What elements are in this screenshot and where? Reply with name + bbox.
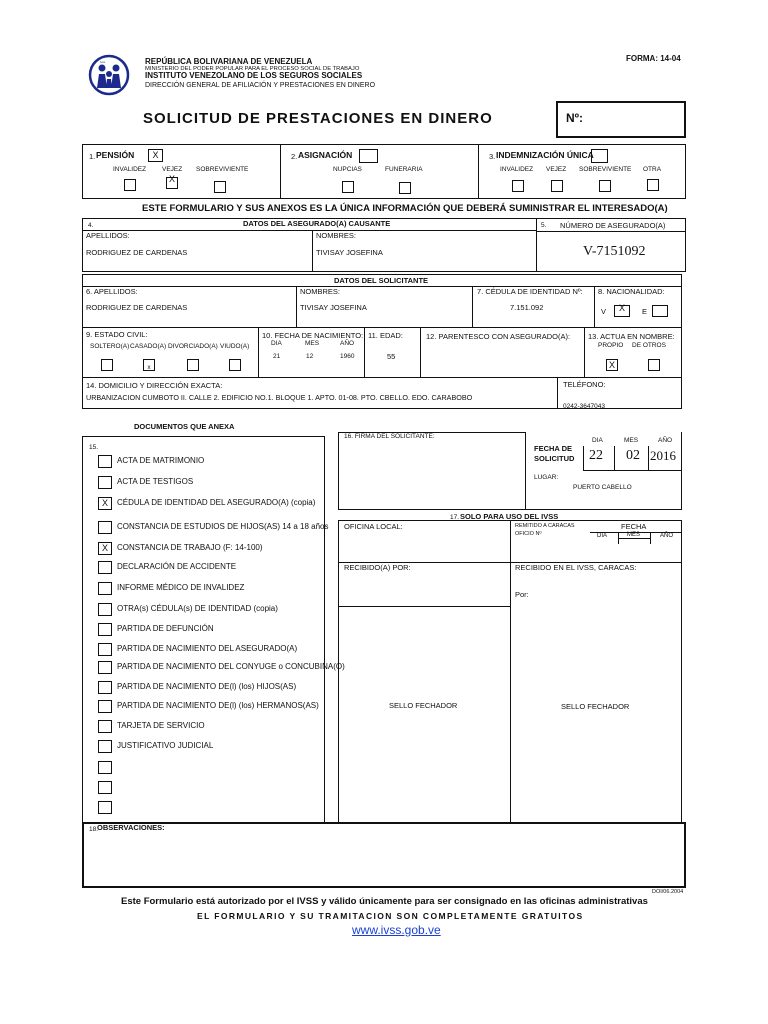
- institute-name: INSTITUTO VENEZOLANO DE LOS SEGUROS SOCIALES: [145, 71, 363, 80]
- applicant-id: 7.151.092: [510, 303, 544, 312]
- pension-checkbox[interactable]: X: [148, 149, 163, 162]
- birth-day-label: DIA: [271, 340, 282, 347]
- document-checkbox[interactable]: [98, 603, 112, 616]
- birth-month-label: MES: [305, 340, 320, 347]
- document-label: JUSTIFICATIVO JUDICIAL: [117, 741, 214, 750]
- ivss-date-label: FECHA: [621, 522, 647, 531]
- applicant-id-label: 7. CÉDULA DE IDENTIDAD Nº:: [477, 287, 583, 296]
- acts-own-label: PROPIO: [598, 342, 624, 349]
- request-month-label: MES: [624, 437, 639, 444]
- indemnizacion-sobreviviente-checkbox[interactable]: [599, 180, 611, 192]
- nationality-label: 8. NACIONALIDAD:: [598, 287, 665, 296]
- indemnizacion-vejez-checkbox[interactable]: [551, 180, 563, 192]
- direction-name: DIRECCIÓN GENERAL DE AFILIACIÓN Y PRESTACIONES EN DINERO: [145, 82, 376, 89]
- phone-label: TELÉFONO:: [563, 380, 606, 389]
- insured-number-label-num: 5.: [541, 222, 547, 229]
- indemnizacion-option-otra: OTRA: [643, 166, 662, 173]
- document-checkbox[interactable]: [98, 720, 112, 733]
- document-label: PARTIDA DE NACIMIENTO DE(l) (los) HIJOS(AS): [117, 682, 297, 691]
- civil-soltero-checkbox[interactable]: [101, 359, 113, 371]
- document-label: PARTIDA DE NACIMIENTO DEL ASEGURADO(A): [117, 644, 298, 653]
- form-code: FORMA: 14-04: [626, 54, 681, 63]
- pension-invalidez-checkbox[interactable]: [124, 179, 136, 191]
- address-label: 14. DOMICILIO Y DIRECCIÓN EXACTA:: [86, 381, 223, 390]
- request-date-label: FECHA DE SOLICITUD: [534, 444, 575, 463]
- acts-label: 13. ACTUA EN NOMBRE:: [588, 332, 675, 341]
- asignacion-checkbox[interactable]: [359, 149, 378, 163]
- acts-own-checkbox[interactable]: X: [606, 359, 618, 371]
- document-checkbox[interactable]: [98, 582, 112, 595]
- civil-status-label: 9. ESTADO CIVIL:: [86, 330, 148, 339]
- civil-divorciado-checkbox[interactable]: [187, 359, 199, 371]
- observations-box[interactable]: [82, 822, 686, 888]
- insured-num: 4.: [88, 222, 94, 229]
- asignacion-funeraria-checkbox[interactable]: [399, 182, 411, 194]
- insured-surname-label: APELLIDOS:: [86, 231, 130, 240]
- document-checkbox[interactable]: X: [98, 497, 112, 510]
- place-label: LUGAR:: [534, 474, 559, 481]
- acts-other-checkbox[interactable]: [648, 359, 660, 371]
- indemnizacion-label: INDEMNIZACIÓN ÚNICA: [496, 150, 594, 160]
- asignacion-nupcias-checkbox[interactable]: [342, 181, 354, 193]
- address-value: URBANIZACION CUMBOTO II. CALLE 2. EDIFICIO NO.1. BLOQUE 1. APTO. 01-08. PTO. CBELLO. EDO. CARABOBO: [86, 393, 473, 402]
- logo-text: ivss: [100, 60, 106, 64]
- birth-month: 12: [306, 353, 314, 360]
- document-label: OTRA(s) CÉDULA(s) DE IDENTIDAD (copia): [117, 604, 278, 613]
- request-year-label: AÑO: [658, 437, 673, 444]
- footer-url-link[interactable]: www.ivss.gob.ve: [352, 923, 441, 937]
- document-label: PARTIDA DE NACIMIENTO DEL CONYUGE o CONCUBINA(O): [117, 662, 345, 671]
- document-label: ACTA DE MATRIMONIO: [117, 456, 205, 465]
- ivss-day-label: DIA: [597, 533, 608, 539]
- ivss-month-label: MES: [627, 532, 641, 538]
- document-label: DECLARACIÓN DE ACCIDENTE: [117, 562, 237, 571]
- indemnizacion-invalidez-checkbox[interactable]: [512, 180, 524, 192]
- document-label: PARTIDA DE NACIMIENTO DE(l) (los) HERMANOS(AS): [117, 701, 319, 710]
- insured-title: DATOS DEL ASEGURADO(A) CAUSANTE: [243, 219, 391, 228]
- country-name: REPÚBLICA BOLIVARIANA DE VENEZUELA: [145, 57, 313, 66]
- insured-number-label: NÚMERO DE ASEGURADO(A): [560, 221, 666, 230]
- insured-name: TIVISAY JOSEFINA: [316, 248, 383, 257]
- applicant-name: TIVISAY JOSEFINA: [300, 303, 367, 312]
- document-label: TARJETA DE SERVICIO: [117, 721, 205, 730]
- civil-casado-checkbox[interactable]: x: [143, 359, 155, 371]
- document-checkbox[interactable]: [98, 700, 112, 713]
- request-day: 22: [589, 448, 603, 463]
- document-label: CÉDULA DE IDENTIDAD DEL ASEGURADO(A) (copia): [117, 498, 316, 507]
- ministry-name: MINISTERIO DEL PODER POPULAR PARA EL PROCESO SOCIAL DE TRABAJO: [145, 66, 360, 72]
- document-label: PARTIDA DE DEFUNCIÓN: [117, 624, 214, 633]
- insured-number-value: V-7151092: [583, 244, 646, 259]
- form-number-label: Nº:: [566, 111, 584, 125]
- relation-label: 12. PARENTESCO CON ASEGURADO(A):: [426, 332, 571, 341]
- indemnizacion-option-vejez: VEJEZ: [546, 166, 567, 173]
- document-label: ACTA DE TESTIGOS: [117, 477, 194, 486]
- insured-surname: RODRIGUEZ DE CARDENAS: [86, 248, 188, 257]
- ivss-sent-label: REMITIDO A CARACAS OFICIO Nº: [515, 523, 575, 537]
- birth-date-label: 10. FECHA DE NACIMIENTO:: [262, 331, 364, 340]
- ivss-received-by-label: RECIBIDO(A) POR:: [344, 563, 411, 572]
- notice-text: ESTE FORMULARIO Y SUS ANEXOS ES LA ÚNICA INFORMACIÓN QUE DEBERÁ SUMINISTRAR EL INTERESADO(A): [142, 203, 668, 214]
- pension-label: PENSIÓN: [96, 150, 135, 160]
- footer-line2: EL FORMULARIO Y SU TRAMITACION SON COMPLETAMENTE GRATUITOS: [197, 911, 584, 921]
- form-title: SOLICITUD DE PRESTACIONES EN DINERO: [143, 110, 493, 127]
- indemnizacion-checkbox[interactable]: [591, 149, 608, 163]
- phone-value: 0242-3647043: [563, 403, 605, 410]
- document-label: CONSTANCIA DE ESTUDIOS DE HIJOS(AS) 14 a 18 años: [117, 522, 329, 531]
- observations-label: OBSERVACIONES:: [97, 823, 165, 832]
- ivss-use-title: SOLO PARA USO DEL IVSS: [460, 512, 559, 521]
- document-checkbox[interactable]: [98, 681, 112, 694]
- request-month: 02: [626, 448, 640, 463]
- document-checkbox[interactable]: [98, 661, 112, 674]
- document-checkbox[interactable]: [98, 521, 112, 534]
- birth-day: 21: [273, 353, 281, 360]
- asignacion-num: 2.: [291, 152, 298, 161]
- document-checkbox[interactable]: [98, 781, 112, 794]
- ivss-stamp-left: SELLO FECHADOR: [389, 701, 458, 710]
- applicant-surname-label: 6. APELLIDOS:: [86, 287, 138, 296]
- asignacion-label: ASIGNACIÓN: [298, 150, 353, 160]
- ivss-year-label: AÑO: [660, 533, 674, 539]
- request-day-label: DIA: [592, 437, 603, 444]
- nationality-e-checkbox[interactable]: [652, 305, 668, 317]
- document-checkbox[interactable]: X: [98, 542, 112, 555]
- pension-option-vejez: VEJEZ: [162, 166, 183, 173]
- indemnizacion-num: 3.: [489, 152, 496, 161]
- nationality-v-checkbox[interactable]: X: [614, 305, 630, 317]
- ivss-use-num: 17.: [450, 514, 460, 521]
- birth-year: 1960: [340, 353, 355, 360]
- request-year: 2016: [650, 448, 676, 463]
- document-checkbox[interactable]: [98, 455, 112, 468]
- pension-sobreviviente-checkbox[interactable]: [214, 181, 226, 193]
- applicant-surname: RODRIGUEZ DE CARDENAS: [86, 303, 188, 312]
- footer-code: DOI/06.2004: [652, 889, 684, 895]
- applicant-title: DATOS DEL SOLICITANTE: [334, 276, 429, 285]
- civil-viudo-checkbox[interactable]: [229, 359, 241, 371]
- indemnizacion-option-invalidez: INVALIDEZ: [500, 166, 534, 173]
- age-label: 11. EDAD:: [368, 331, 403, 340]
- indemnizacion-option-sobreviviente: SOBREVIVIENTE: [579, 166, 632, 173]
- ivss-office-label: OFICINA LOCAL:: [344, 522, 403, 531]
- civil-option-viudo: VIUDO(A): [220, 343, 250, 350]
- ivss-received-caracas-label: RECIBIDO EN EL IVSS, CARACAS:: [515, 563, 637, 572]
- documents-title: DOCUMENTOS QUE ANEXA: [134, 422, 235, 431]
- civil-option-casado: CASADO(A): [130, 343, 167, 350]
- document-label: CONSTANCIA DE TRABAJO (F: 14-100): [117, 543, 263, 552]
- place-value: PUERTO CABELLO: [573, 484, 632, 491]
- applicant-name-label: NOMBRES:: [300, 287, 341, 296]
- document-checkbox[interactable]: [98, 801, 112, 814]
- document-checkbox[interactable]: [98, 643, 112, 656]
- footer-line1: Este Formulario está autorizado por el IVSS y válido únicamente para ser consignado en las oficinas administrativas: [121, 896, 648, 907]
- indemnizacion-otra-checkbox[interactable]: [647, 179, 659, 191]
- civil-option-soltero: SOLTERO(A): [90, 343, 130, 350]
- signature-label: 16. FIRMA DEL SOLICITANTE:: [344, 433, 435, 440]
- document-checkbox[interactable]: [98, 476, 112, 489]
- signature-box[interactable]: [338, 432, 526, 510]
- ivss-por-label: Por:: [515, 590, 529, 599]
- pension-vejez-checkbox[interactable]: X: [166, 177, 178, 189]
- pension-num: 1.: [89, 152, 96, 161]
- pension-option-invalidez: INVALIDEZ: [113, 166, 147, 173]
- birth-year-label: AÑO: [340, 340, 355, 347]
- pension-option-sobreviviente: SOBREVIVIENTE: [196, 166, 249, 173]
- form-number-box[interactable]: [556, 101, 686, 138]
- document-checkbox[interactable]: [98, 623, 112, 636]
- acts-other-label: DE OTROS: [632, 342, 666, 349]
- document-checkbox[interactable]: [98, 761, 112, 774]
- insured-name-label: NOMBRES:: [316, 231, 357, 240]
- document-checkbox[interactable]: [98, 740, 112, 753]
- ivss-stamp-right: SELLO FECHADOR: [561, 702, 630, 711]
- document-label: INFORME MÉDICO DE INVALIDEZ: [117, 583, 245, 592]
- age-value: 55: [387, 352, 396, 361]
- asignacion-option-nupcias: NUPCIAS: [333, 166, 362, 173]
- document-checkbox[interactable]: [98, 561, 112, 574]
- asignacion-option-funeraria: FUNERARIA: [385, 166, 423, 173]
- nationality-v-label: V: [601, 307, 607, 316]
- nationality-e-label: E: [642, 307, 648, 316]
- documents-num: 15.: [89, 444, 99, 451]
- ivss-logo: [88, 54, 130, 96]
- civil-option-divorciado: DIVORCIADO(A): [168, 343, 218, 350]
- observations-num: 18.: [89, 826, 99, 833]
